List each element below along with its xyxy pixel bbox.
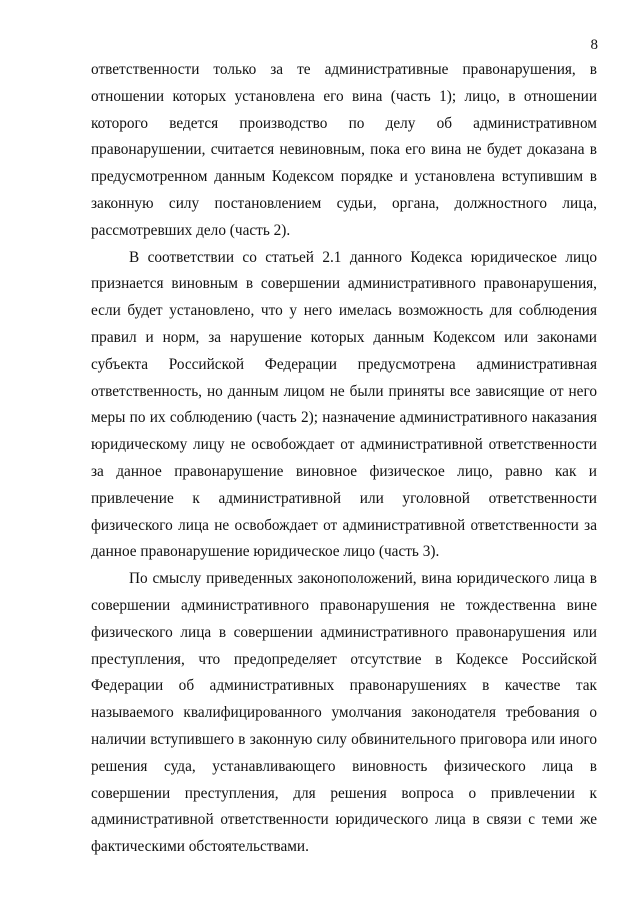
paragraph-legal-interpretation: По смыслу приведенных законоположений, вина юридического лица в совершении административного правонарушения не тождественна вине физического лица в совершении административного правонарушения или преступления, что предопределяет отсутствие в Кодексе Российской Федерации об административных правонарушениях в качестве так называемого квалифицированного умолчания законодателя требования о наличии вступившего в законную силу обвинительного приговора или иного решения суда, устанавливающего виновность физического лица в совершении преступления, для решения вопроса о привлечении к административной ответственности юридического лица в связи с теми же фактическими обстоятельствами. <box>91 570 597 856</box>
paragraph-continuation: ответственности только за те административные правонарушения, в отношении которых установлена его вина (часть 1); лицо, в отношении которого ведется производство по делу об административном правонарушении, считается невиновным, пока его вина не будет доказана в предусмотренном данным Кодексом порядке и установлена вступившим в законную силу постановлением судьи, органа, должностного лица, рассмотревших дело (часть 2). <box>91 61 597 239</box>
paragraph-article-2-1: В соответствии со статьей 2.1 данного Кодекса юридическое лицо признается виновным в совершении административного правонарушения, если будет установлено, что у него имелась возможность для соблюдения правил и норм, за нарушение которых данным Кодексом или законами субъекта Российской Федерации предусмотрена административная ответственность, но данным лицом не были приняты все зависящие от него меры по их соблюдению (часть 2); назначение административного наказания юридическому лицу не освобождает от административной ответственности за данное правонарушение виновное физическое лицо, равно как и привлечение к административной или уголовной ответственности физического лица не освобождает от административной ответственности за данное правонарушение юридическое лицо (часть 3). <box>91 248 597 561</box>
page-number: 8 <box>590 37 598 53</box>
document-body <box>91 57 597 861</box>
